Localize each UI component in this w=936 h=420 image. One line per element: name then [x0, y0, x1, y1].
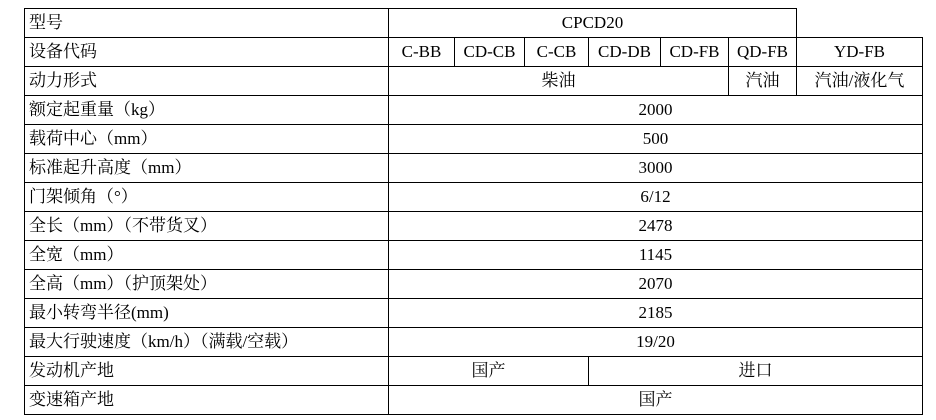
spec-label: 最小转弯半径(mm)	[25, 299, 389, 328]
spec-value: 6/12	[389, 183, 923, 212]
spec-value: CD-DB	[589, 38, 661, 67]
overall-width-row	[25, 241, 923, 270]
spec-value: 柴油	[389, 67, 729, 96]
spec-table-body	[25, 9, 923, 415]
spec-label: 全高（mm）（护顶架处）	[25, 270, 389, 299]
equipment-code-row	[25, 38, 923, 67]
spec-value: 国产	[389, 357, 589, 386]
spec-value: C-BB	[389, 38, 455, 67]
spec-value: C-CB	[525, 38, 589, 67]
spec-label: 设备代码	[25, 38, 389, 67]
spec-label: 门架倾角（°）	[25, 183, 389, 212]
model-row	[25, 9, 923, 38]
spec-value: 1145	[389, 241, 923, 270]
spec-value: 国产	[389, 386, 923, 415]
spec-value: 2000	[389, 96, 923, 125]
gearbox-origin-row	[25, 386, 923, 415]
spec-label: 动力形式	[25, 67, 389, 96]
spec-value: 2185	[389, 299, 923, 328]
spec-value: 汽油	[729, 67, 797, 96]
spec-label: 变速箱产地	[25, 386, 389, 415]
spec-value: 500	[389, 125, 923, 154]
overall-height-row	[25, 270, 923, 299]
standard-lift-height-row	[25, 154, 923, 183]
overall-length-row	[25, 212, 923, 241]
load-center-row	[25, 125, 923, 154]
spec-label: 发动机产地	[25, 357, 389, 386]
min-turning-radius-row	[25, 299, 923, 328]
rated-capacity-row	[25, 96, 923, 125]
spec-value: 2478	[389, 212, 923, 241]
engine-origin-row	[25, 357, 923, 386]
spec-value: CPCD20	[389, 9, 797, 38]
spec-label: 最大行驶速度（km/h）（满载/空载）	[25, 328, 389, 357]
mast-tilt-angle-row	[25, 183, 923, 212]
spec-label: 载荷中心（mm）	[25, 125, 389, 154]
spec-value: 3000	[389, 154, 923, 183]
spec-value: CD-CB	[455, 38, 525, 67]
max-travel-speed-row	[25, 328, 923, 357]
forklift-spec-table	[24, 8, 923, 415]
spec-label: 型号	[25, 9, 389, 38]
spec-value: 2070	[389, 270, 923, 299]
spec-value: 19/20	[389, 328, 923, 357]
spec-label: 全长（mm）（不带货叉）	[25, 212, 389, 241]
spec-value: QD-FB	[729, 38, 797, 67]
spec-label: 全宽（mm）	[25, 241, 389, 270]
spec-value: 汽油/液化气	[797, 67, 923, 96]
spec-value: YD-FB	[797, 38, 923, 67]
power-type-row	[25, 67, 923, 96]
spec-label: 额定起重量（kg）	[25, 96, 389, 125]
spec-value: CD-FB	[661, 38, 729, 67]
spec-value: 进口	[589, 357, 923, 386]
spec-label: 标准起升高度（mm）	[25, 154, 389, 183]
